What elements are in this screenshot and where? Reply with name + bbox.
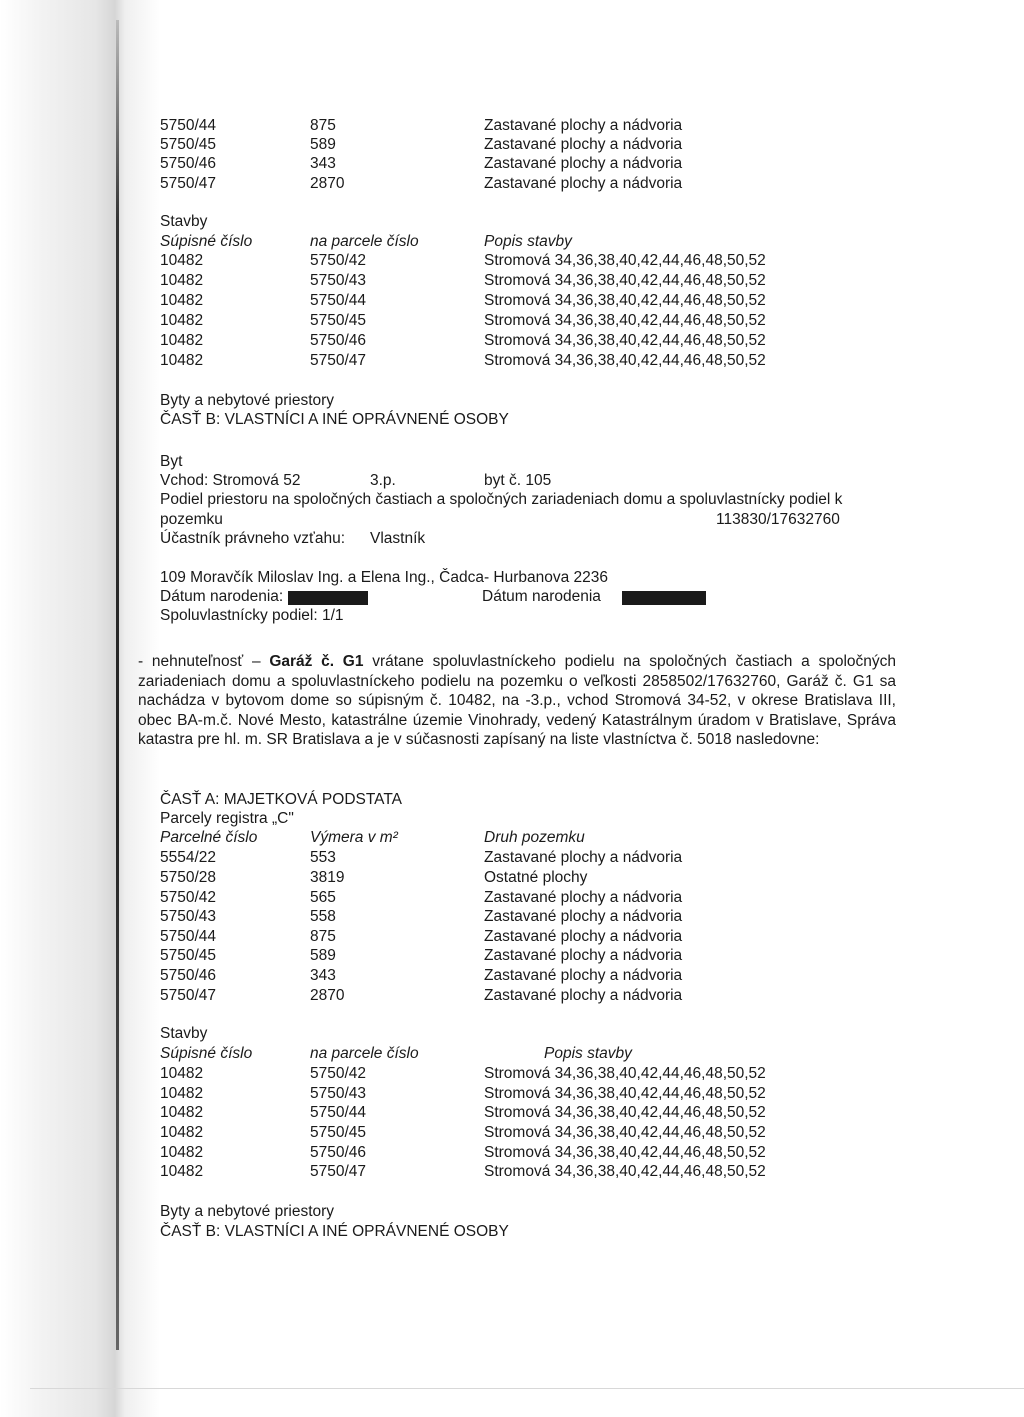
redaction-bar [288, 591, 368, 605]
parcel-area: 343 [310, 155, 336, 172]
stavba-parcela: 5750/43 [310, 1085, 367, 1102]
parcel-number: 5750/28 [160, 869, 217, 886]
byt-title: Byt [160, 453, 183, 470]
parcel-number: 5750/46 [160, 967, 217, 984]
stavba-supisne: 10482 [160, 1163, 204, 1180]
paragraph-intro: - nehnuteľnosť – [138, 653, 261, 670]
parcel-area: 2870 [310, 987, 345, 1004]
parcel-type: Ostatné plochy [484, 869, 588, 886]
stavba-popis: Stromová 34,36,38,40,42,44,46,48,50,52 [484, 1104, 766, 1121]
parcel-number: 5750/44 [160, 117, 217, 134]
podiel-value: 113830/17632760 [716, 511, 840, 528]
stavba-popis: Stromová 34,36,38,40,42,44,46,48,50,52 [484, 1124, 766, 1141]
parcel-number: 5750/42 [160, 889, 217, 906]
parcel-area: 875 [310, 928, 336, 945]
header-supisne-cislo: Súpisné číslo [160, 1045, 253, 1062]
stavba-supisne: 10482 [160, 272, 204, 289]
stavba-popis: Stromová 34,36,38,40,42,44,46,48,50,52 [484, 1163, 766, 1180]
stavba-popis: Stromová 34,36,38,40,42,44,46,48,50,52 [484, 312, 766, 329]
byty-heading: Byty a nebytové priestory [160, 392, 335, 409]
parcel-number: 5750/43 [160, 908, 217, 925]
header-popis-stavby: Popis stavby [484, 233, 572, 250]
stavba-supisne: 10482 [160, 1065, 204, 1082]
header-supisne-cislo: Súpisné číslo [160, 233, 253, 250]
parcel-type: Zastavané plochy a nádvoria [484, 136, 683, 153]
stavba-supisne: 10482 [160, 332, 204, 349]
paragraph-body: vrátane spoluvlastníckeho podielu na spoločných častiach a spoločných zariadeniach domu a spoluvlastníckeho podielu na pozemku o veľkosti 2858502/17632760, Garáž č. G1 sa nachádza v bytovom dome so súpisným č. 10482, na -3.p., vchod Stromová 34-52, v okrese Bratislava III, obec BA-m.č. Nové Mesto, katastrálne územie Vinohrady, vedený Katastrálnym úradom v Bratislave, Správa katastra pre hl. m. SR Bratislava a je v súčasnosti zapísaný na liste vlastníctva č. 5018 nasledovne: [138, 653, 897, 749]
stavba-supisne: 10482 [160, 352, 204, 369]
stavba-parcela: 5750/44 [310, 1104, 367, 1121]
garaz-label: Garáž č. G1 [269, 653, 364, 670]
header-vymera: Výmera v m² [310, 829, 398, 846]
stavba-supisne: 10482 [160, 1144, 204, 1161]
owner-line: 109 Moravčík Miloslav Ing. a Elena Ing., Čadca- Hurbanova 2236 [160, 569, 609, 586]
cast-b-heading: ČASŤ B: VLASTNÍCI A INÉ OPRÁVNENÉ OSOBY [160, 411, 509, 428]
ucastnik-label: Účastník právneho vzťahu: [160, 530, 346, 547]
stavba-parcela: 5750/43 [310, 272, 367, 289]
stavba-popis: Stromová 34,36,38,40,42,44,46,48,50,52 [484, 1065, 766, 1082]
poschodie: 3.p. [370, 472, 396, 489]
stavba-popis: Stromová 34,36,38,40,42,44,46,48,50,52 [484, 252, 766, 269]
description-paragraph [138, 652, 896, 750]
parcel-area: 589 [310, 947, 336, 964]
datum-narodenia-1: Dátum narodenia: [160, 588, 284, 605]
stavba-supisne: 10482 [160, 1085, 204, 1102]
stavba-parcela: 5750/42 [310, 1065, 367, 1082]
redaction-bar [622, 591, 706, 605]
parcel-number: 5750/45 [160, 947, 217, 964]
parcel-number: 5750/47 [160, 987, 217, 1004]
parcel-number: 5750/44 [160, 928, 217, 945]
parcel-type: Zastavané plochy a nádvoria [484, 908, 683, 925]
header-na-parcele: na parcele číslo [310, 233, 419, 250]
stavba-popis: Stromová 34,36,38,40,42,44,46,48,50,52 [484, 352, 766, 369]
parcel-area: 3819 [310, 869, 345, 886]
podiel-line-2: pozemku [160, 511, 223, 528]
cast-a-heading: ČASŤ A: MAJETKOVÁ PODSTATA [160, 791, 403, 808]
stavba-supisne: 10482 [160, 312, 204, 329]
vchod: Vchod: Stromová 52 [160, 472, 301, 489]
parcel-area: 2870 [310, 175, 345, 192]
parcel-area: 343 [310, 967, 336, 984]
parcel-type: Zastavané plochy a nádvoria [484, 175, 683, 192]
spoluvlastnicky-podiel: Spoluvlastnícky podiel: 1/1 [160, 607, 344, 624]
byty-heading: Byty a nebytové priestory [160, 1203, 335, 1220]
parcel-area: 589 [310, 136, 336, 153]
stavba-supisne: 10482 [160, 252, 204, 269]
header-na-parcele: na parcele číslo [310, 1045, 419, 1062]
parcel-type: Zastavané plochy a nádvoria [484, 155, 683, 172]
parcel-area: 553 [310, 849, 336, 866]
stavby-title: Stavby [160, 213, 208, 230]
stavba-supisne: 10482 [160, 1104, 204, 1121]
datum-narodenia-2: Dátum narodenia [482, 588, 601, 605]
header-parcelne-cislo: Parcelné číslo [160, 829, 258, 846]
parcel-type: Zastavané plochy a nádvoria [484, 889, 683, 906]
parcel-number: 5750/46 [160, 155, 217, 172]
stavba-parcela: 5750/44 [310, 292, 367, 309]
stavby-title: Stavby [160, 1025, 208, 1042]
stavba-supisne: 10482 [160, 292, 204, 309]
header-popis-stavby: Popis stavby [544, 1045, 632, 1062]
stavba-popis: Stromová 34,36,38,40,42,44,46,48,50,52 [484, 292, 766, 309]
stavba-parcela: 5750/47 [310, 352, 367, 369]
stavba-parcela: 5750/46 [310, 332, 367, 349]
byt-cislo: byt č. 105 [484, 472, 552, 489]
podiel-line-1: Podiel priestoru na spoločných častiach a spoločných zariadeniach domu a spoluvlastnícky podiel k [160, 491, 843, 508]
ucastnik-value: Vlastník [370, 530, 426, 547]
parcel-type: Zastavané plochy a nádvoria [484, 987, 683, 1004]
parcel-type: Zastavané plochy a nádvoria [484, 928, 683, 945]
stavba-parcela: 5750/45 [310, 312, 367, 329]
cast-b-heading: ČASŤ B: VLASTNÍCI A INÉ OPRÁVNENÉ OSOBY [160, 1223, 509, 1240]
stavba-popis: Stromová 34,36,38,40,42,44,46,48,50,52 [484, 272, 766, 289]
parcel-type: Zastavané plochy a nádvoria [484, 947, 683, 964]
parcel-type: Zastavané plochy a nádvoria [484, 849, 683, 866]
register-heading: Parcely registra „C" [160, 810, 294, 827]
stavba-parcela: 5750/47 [310, 1163, 367, 1180]
stavba-parcela: 5750/45 [310, 1124, 367, 1141]
stavba-parcela: 5750/42 [310, 252, 367, 269]
stavba-popis: Stromová 34,36,38,40,42,44,46,48,50,52 [484, 1085, 766, 1102]
stavba-parcela: 5750/46 [310, 1144, 367, 1161]
parcel-area: 565 [310, 889, 336, 906]
parcel-type: Zastavané plochy a nádvoria [484, 117, 683, 134]
stavba-popis: Stromová 34,36,38,40,42,44,46,48,50,52 [484, 332, 766, 349]
parcel-area: 558 [310, 908, 336, 925]
parcel-number: 5750/45 [160, 136, 217, 153]
parcel-number: 5750/47 [160, 175, 217, 192]
stavba-supisne: 10482 [160, 1124, 204, 1141]
parcel-number: 5554/22 [160, 849, 217, 866]
parcel-area: 875 [310, 117, 336, 134]
stavba-popis: Stromová 34,36,38,40,42,44,46,48,50,52 [484, 1144, 766, 1161]
parcel-type: Zastavané plochy a nádvoria [484, 967, 683, 984]
header-druh-pozemku: Druh pozemku [484, 829, 585, 846]
